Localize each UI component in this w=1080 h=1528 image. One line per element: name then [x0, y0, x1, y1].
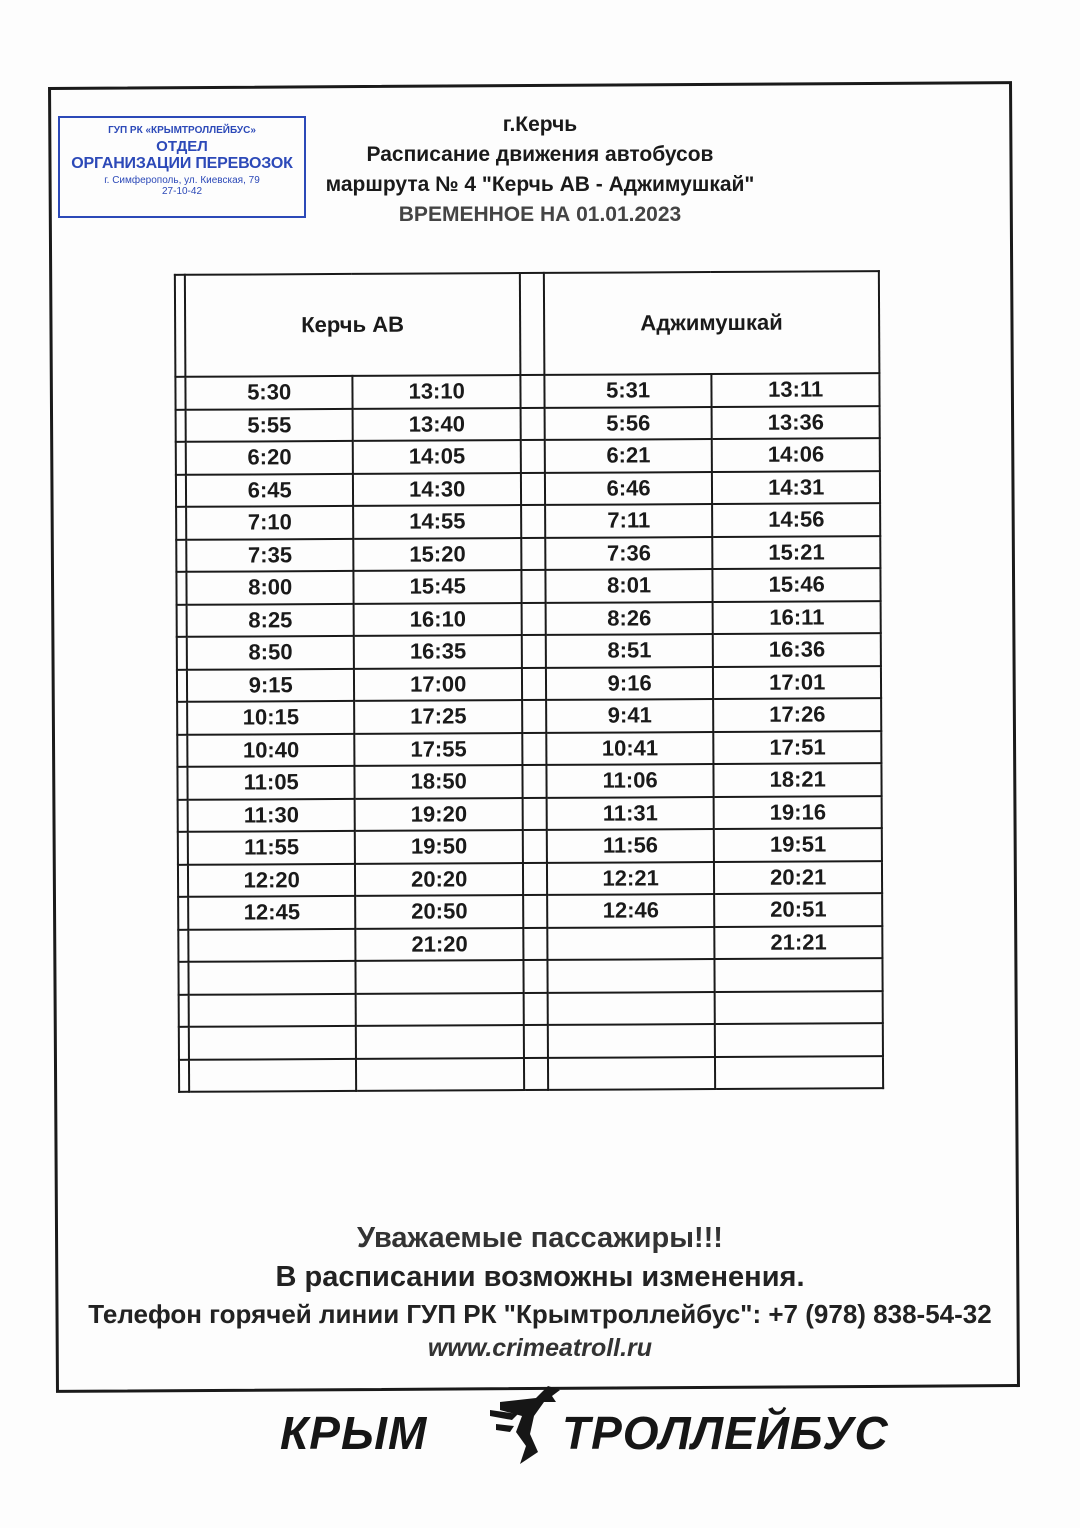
eagle-icon [490, 1380, 570, 1470]
departure-stop-a-afternoon: 19:20 [355, 798, 523, 831]
departure-stop-b-morning [547, 992, 715, 1025]
column-gap [520, 375, 544, 408]
schedule-table [174, 270, 884, 1093]
departure-stop-a-morning: 11:05 [187, 766, 355, 799]
departure-stop-a-afternoon [356, 1058, 524, 1091]
departure-stop-b-afternoon: 17:51 [714, 731, 882, 764]
departure-stop-b-morning: 6:46 [545, 472, 713, 505]
document-header [260, 110, 820, 230]
departure-stop-b-afternoon: 17:01 [713, 666, 881, 699]
row-marker [178, 962, 188, 995]
row-marker [176, 572, 186, 605]
departure-stop-b-morning [547, 959, 715, 992]
departure-stop-b-morning: 11:31 [546, 797, 714, 830]
notice-hotline: Телефон горячей линии ГУП РК "Крымтроллейбус": +7 (978) 838-54-32 [88, 1299, 992, 1329]
column-gap [523, 862, 547, 895]
column-gap [521, 440, 545, 473]
departure-stop-a-morning: 7:10 [186, 506, 354, 539]
departure-stop-a-morning [189, 993, 357, 1026]
departure-stop-b-morning: 12:46 [547, 894, 715, 927]
stamp-line-dept: ОТДЕЛ [156, 138, 208, 155]
departure-stop-a-afternoon: 14:05 [353, 440, 521, 473]
row-marker [176, 409, 186, 442]
departure-stop-a-morning: 10:40 [187, 733, 355, 766]
column-gap [523, 797, 547, 830]
stamp-line-division: ОРГАНИЗАЦИИ ПЕРЕВОЗОК [71, 155, 293, 172]
table-row [177, 601, 881, 637]
table-row [178, 958, 882, 994]
departure-stop-b-morning [548, 1057, 716, 1090]
departure-stop-b-morning: 11:56 [547, 829, 715, 862]
column-gap [523, 927, 547, 960]
temporary-notice: ВРЕМЕННОЕ НА 01.01.2023 [398, 203, 682, 226]
departure-stop-b-afternoon: 20:51 [715, 893, 883, 926]
departure-stop-b-afternoon [715, 1056, 883, 1089]
departure-stop-b-morning: 8:26 [545, 602, 713, 635]
stop-b-header: Аджимушкай [544, 271, 880, 375]
notice-changes: В расписании возможны изменения. [275, 1261, 805, 1293]
logo-text-right: ТРОЛЛЕЙБУС [562, 1407, 889, 1459]
departure-stop-a-morning [189, 1058, 357, 1091]
departure-stop-a-afternoon: 15:20 [354, 538, 522, 571]
row-marker [177, 702, 187, 735]
table-row [178, 861, 882, 897]
table-row [177, 731, 881, 767]
departure-stop-a-afternoon: 19:50 [355, 830, 523, 863]
table-row [178, 926, 882, 962]
row-marker [176, 539, 186, 572]
row-marker [177, 637, 187, 670]
company-logo [270, 1380, 889, 1470]
departure-stop-a-morning: 6:45 [186, 473, 354, 506]
departure-stop-b-afternoon: 13:36 [712, 406, 880, 439]
departure-stop-b-morning: 5:56 [544, 407, 712, 440]
column-gap [521, 570, 545, 603]
departure-stop-b-afternoon: 15:46 [713, 568, 881, 601]
departure-stop-b-afternoon: 13:11 [712, 373, 880, 406]
table-row [175, 373, 879, 409]
column-gap [520, 273, 544, 375]
table-row [178, 828, 882, 864]
row-marker [177, 734, 187, 767]
departure-stop-b-morning: 7:36 [545, 537, 713, 570]
departure-stop-a-morning [188, 961, 356, 994]
column-gap [524, 1057, 548, 1090]
route-title: маршрута № 4 "Керчь АВ - Аджимушкай" [325, 173, 755, 196]
table-row [179, 991, 883, 1027]
column-gap [522, 635, 546, 668]
row-marker [179, 1027, 189, 1060]
row-marker [178, 864, 188, 897]
row-marker [178, 897, 188, 930]
column-gap [523, 895, 547, 928]
departure-stop-b-morning: 5:31 [544, 374, 712, 407]
departure-stop-b-afternoon [715, 1023, 883, 1056]
departure-stop-a-afternoon: 16:35 [354, 635, 522, 668]
departure-stop-b-morning [548, 1024, 716, 1057]
departure-stop-b-morning: 11:06 [546, 764, 714, 797]
departure-stop-b-afternoon: 16:36 [713, 633, 881, 666]
table-row [176, 438, 880, 474]
departure-stop-a-morning: 5:30 [185, 376, 353, 409]
departure-stop-a-morning: 9:15 [187, 668, 355, 701]
departure-stop-a-morning: 12:45 [188, 896, 356, 929]
departure-stop-a-morning: 11:55 [188, 831, 356, 864]
column-gap [522, 602, 546, 635]
departure-stop-b-morning: 9:16 [546, 667, 714, 700]
departure-stop-b-afternoon: 19:16 [714, 796, 882, 829]
table-row [177, 763, 881, 799]
stamp-line-org: ГУП РК «КРЫМТРОЛЛЕЙБУС» [108, 125, 256, 136]
column-gap [522, 700, 546, 733]
row-marker [176, 442, 186, 475]
departure-stop-b-afternoon: 18:21 [714, 763, 882, 796]
departure-stop-b-afternoon: 14:56 [712, 503, 880, 536]
departure-stop-b-morning: 9:41 [546, 699, 714, 732]
column-gap [523, 960, 547, 993]
table-row [178, 893, 882, 929]
departure-stop-a-morning: 6:20 [186, 441, 354, 474]
passenger-notice [60, 1218, 1020, 1364]
departure-stop-a-morning: 10:15 [187, 701, 355, 734]
departure-stop-a-afternoon: 15:45 [354, 570, 522, 603]
notice-website[interactable]: www.crimeatroll.ru [427, 1334, 653, 1362]
column-gap [521, 537, 545, 570]
departure-stop-a-afternoon: 18:50 [355, 765, 523, 798]
row-marker [177, 669, 187, 702]
departure-stop-b-morning: 8:01 [545, 569, 713, 602]
departure-stop-a-morning: 11:30 [188, 798, 356, 831]
row-marker [175, 377, 185, 410]
departure-stop-a-afternoon: 16:10 [354, 603, 522, 636]
column-gap [524, 1025, 548, 1058]
table-row [178, 796, 882, 832]
stop-a-header: Керчь АВ [185, 273, 521, 377]
column-gap [521, 407, 545, 440]
table-row [176, 471, 880, 507]
departure-stop-b-afternoon [715, 991, 883, 1024]
column-gap [522, 667, 546, 700]
departure-stop-a-afternoon: 21:20 [356, 928, 524, 961]
table-row [176, 406, 880, 442]
departure-stop-a-morning [189, 1026, 357, 1059]
stamp-line-phone: 27-10-42 [161, 186, 203, 197]
departure-stop-b-afternoon: 15:21 [713, 536, 881, 569]
table-row [176, 503, 880, 539]
row-marker [176, 507, 186, 540]
departure-stop-b-morning: 7:11 [545, 504, 713, 537]
row-marker [178, 929, 188, 962]
departure-stop-b-morning: 12:21 [547, 862, 715, 895]
row-marker [178, 832, 188, 865]
departure-stop-a-afternoon: 13:40 [353, 408, 521, 441]
departure-stop-b-morning: 6:21 [545, 439, 713, 472]
row-marker [177, 604, 187, 637]
departure-stop-b-afternoon: 16:11 [713, 601, 881, 634]
departure-stop-b-afternoon: 14:06 [712, 438, 880, 471]
departure-stop-a-afternoon: 17:00 [354, 668, 522, 701]
column-gap [521, 472, 545, 505]
departure-stop-a-afternoon: 13:10 [353, 375, 521, 408]
departure-stop-a-morning: 12:20 [188, 863, 356, 896]
departure-stop-a-morning: 5:55 [186, 408, 354, 441]
departure-stop-b-afternoon: 20:21 [714, 861, 882, 894]
logo-text-left: КРЫМ [280, 1407, 428, 1459]
departure-stop-a-afternoon [356, 1025, 524, 1058]
departure-stop-a-morning: 8:00 [186, 571, 354, 604]
departure-stop-a-afternoon [356, 960, 524, 993]
departure-stop-b-afternoon: 19:51 [714, 828, 882, 861]
schedule-table-wrapper [174, 270, 888, 1093]
notice-greeting: Уважаемые пассажиры!!! [357, 1222, 723, 1254]
table-row [176, 536, 880, 572]
table-row [179, 1023, 883, 1059]
departure-stop-b-afternoon: 14:31 [712, 471, 880, 504]
row-marker [176, 474, 186, 507]
table-header-row [175, 271, 880, 377]
column-gap [522, 765, 546, 798]
departure-stop-a-morning: 8:25 [187, 603, 355, 636]
table-row [177, 698, 881, 734]
column-gap [522, 732, 546, 765]
stamp-line-address: г. Симферополь, ул. Киевская, 79 [104, 175, 260, 186]
table-row [177, 666, 881, 702]
table-row [177, 633, 881, 669]
table-row [179, 1056, 883, 1092]
city-title: г.Керчь [502, 113, 578, 136]
schedule-title: Расписание движения автобусов [366, 143, 714, 166]
departure-stop-a-afternoon: 17:55 [355, 733, 523, 766]
row-marker [175, 275, 185, 377]
column-gap [523, 830, 547, 863]
departure-stop-a-afternoon: 20:20 [355, 863, 523, 896]
departure-stop-a-afternoon: 20:50 [356, 895, 524, 928]
departure-stop-b-afternoon [715, 958, 883, 991]
departure-stop-a-morning: 8:50 [187, 636, 355, 669]
departure-stop-a-afternoon [356, 993, 524, 1026]
departure-stop-b-morning [547, 927, 715, 960]
row-marker [179, 1059, 189, 1092]
column-gap [521, 505, 545, 538]
row-marker [179, 994, 189, 1027]
departure-stop-b-afternoon: 21:21 [715, 926, 883, 959]
row-marker [177, 767, 187, 800]
departure-stop-a-afternoon: 17:25 [355, 700, 523, 733]
table-row [176, 568, 880, 604]
departure-stop-a-afternoon: 14:30 [353, 473, 521, 506]
departure-stop-a-morning [188, 928, 356, 961]
row-marker [178, 799, 188, 832]
departure-stop-b-morning: 8:51 [546, 634, 714, 667]
departure-stop-b-afternoon: 17:26 [714, 698, 882, 731]
column-gap [524, 992, 548, 1025]
departure-stop-a-afternoon: 14:55 [354, 505, 522, 538]
departure-stop-a-morning: 7:35 [186, 538, 354, 571]
departure-stop-b-morning: 10:41 [546, 732, 714, 765]
